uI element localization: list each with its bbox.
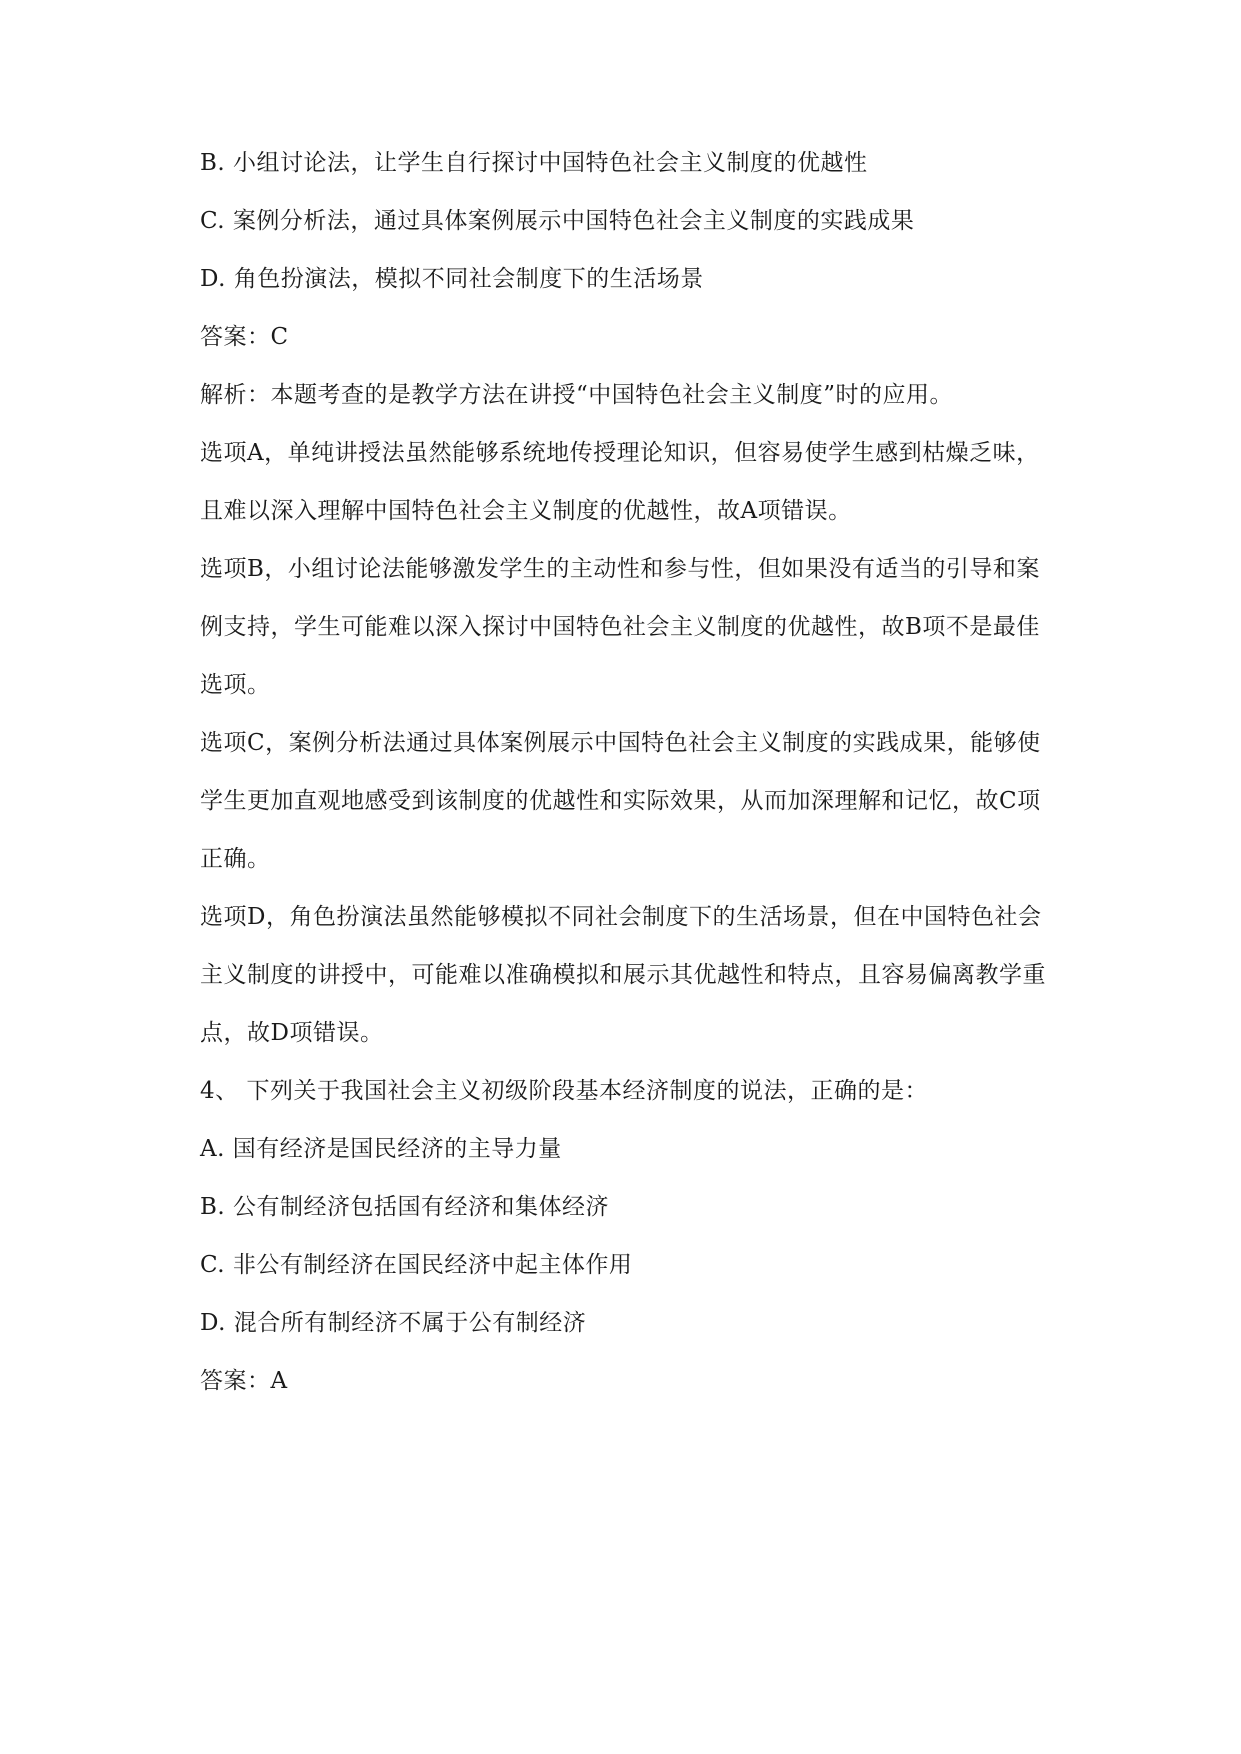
question-4-option-c: C. 非公有制经济在国民经济中起主体作用 (200, 1252, 633, 1278)
analysis-paragraph-line: 正确。 (200, 846, 271, 872)
analysis-paragraph-line: 点，故D项错误。 (200, 1020, 384, 1046)
analysis-paragraph-line: 选项。 (200, 672, 271, 698)
analysis-paragraph-line: 选项D，角色扮演法虽然能够模拟不同社会制度下的生活场景，但在中国特色社会 (200, 904, 1042, 930)
analysis-paragraph-line: 例支持，学生可能难以深入探讨中国特色社会主义制度的优越性，故B项不是最佳 (200, 614, 1040, 640)
question-4-option-d: D. 混合所有制经济不属于公有制经济 (200, 1310, 587, 1336)
analysis-intro-line: 解析：本题考查的是教学方法在讲授“中国特色社会主义制度”时的应用。 (200, 382, 954, 408)
analysis-paragraph-line: 选项B，小组讨论法能够激发学生的主动性和参与性，但如果没有适当的引导和案 (200, 556, 1040, 582)
question-4-line: 4、 下列关于我国社会主义初级阶段基本经济制度的说法，正确的是： (200, 1078, 928, 1104)
question-4-option-b: B. 公有制经济包括国有经济和集体经济 (200, 1194, 610, 1220)
question-4-answer: 答案：A (200, 1368, 288, 1394)
option-d-line: D. 角色扮演法，模拟不同社会制度下的生活场景 (200, 266, 704, 292)
option-b-line: B. 小组讨论法，让学生自行探讨中国特色社会主义制度的优越性 (200, 150, 868, 176)
question-4-option-a: A. 国有经济是国民经济的主导力量 (200, 1136, 562, 1162)
analysis-paragraph-line: 选项C，案例分析法通过具体案例展示中国特色社会主义制度的实践成果，能够使 (200, 730, 1041, 756)
option-c-line: C. 案例分析法，通过具体案例展示中国特色社会主义制度的实践成果 (200, 208, 915, 234)
analysis-paragraph-line: 且难以深入理解中国特色社会主义制度的优越性，故A项错误。 (200, 498, 852, 524)
analysis-paragraph-line: 学生更加直观地感受到该制度的优越性和实际效果，从而加深理解和记忆，故C项 (200, 788, 1041, 814)
analysis-paragraph-line: 主义制度的讲授中，可能难以准确模拟和展示其优越性和特点，且容易偏离教学重 (200, 962, 1046, 988)
answer-line: 答案：C (200, 324, 289, 350)
analysis-paragraph-line: 选项A，单纯讲授法虽然能够系统地传授理论知识，但容易使学生感到枯燥乏味， (200, 440, 1040, 466)
